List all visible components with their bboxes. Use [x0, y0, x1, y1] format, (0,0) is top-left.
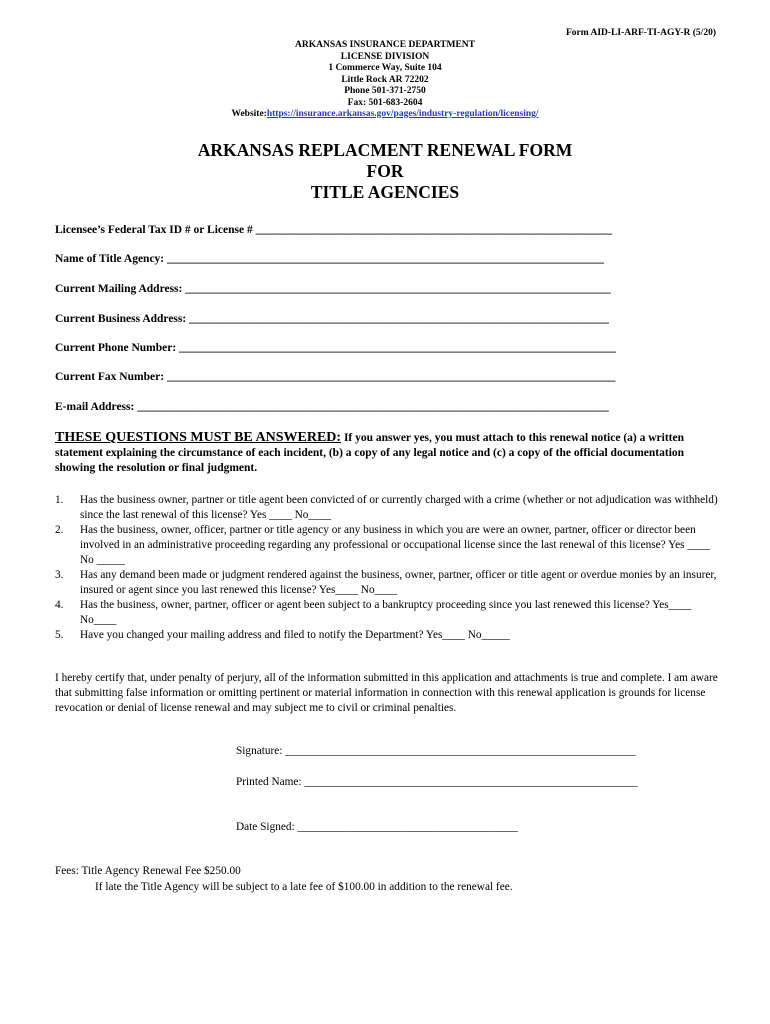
form-title	[0, 140, 770, 203]
address-line-2: Little Rock AR 72202	[341, 74, 429, 85]
title-line-2: FOR	[366, 161, 404, 181]
fees-section	[55, 864, 513, 895]
title-line-1: ARKANSAS REPLACMENT RENEWAL FORM	[197, 140, 573, 160]
questions-header	[55, 430, 715, 476]
question-number: 2.	[55, 524, 64, 536]
email-address-field[interactable]: E-mail Address: __________________________________________________________________________________	[55, 401, 609, 413]
question-2	[55, 523, 735, 568]
title-line-3: TITLE AGENCIES	[310, 182, 460, 202]
question-number: 5.	[55, 629, 64, 641]
signature-field[interactable]: Signature: ______________________________________________________________	[236, 745, 636, 757]
address-line-1: 1 Commerce Way, Suite 104	[328, 63, 442, 73]
date-signed-field[interactable]: Date Signed: _______________________________________	[236, 821, 518, 833]
fax-line: Fax: 501-683-2604	[347, 97, 423, 108]
questions-heading: THESE QUESTIONS MUST BE ANSWERED:	[55, 430, 342, 445]
phone-line: Phone 501-371-2750	[344, 86, 426, 96]
department-name: ARKANSAS INSURANCE DEPARTMENT	[294, 40, 475, 50]
question-text: Has the business, owner, partner, officer or agent been subject to a bankruptcy proceeding since you last renewed this license? Yes____ No____	[80, 599, 692, 626]
business-address-field[interactable]: Current Business Address: _________________________________________________________________________	[55, 313, 609, 325]
question-5	[55, 628, 735, 643]
website-link[interactable]: https://insurance.arkansas.gov/pages/industry-regulation/licensing/	[266, 109, 539, 119]
mailing-address-field[interactable]: Current Mailing Address: __________________________________________________________________________	[55, 283, 611, 295]
fax-number-field[interactable]: Current Fax Number: ______________________________________________________________________________	[55, 371, 616, 383]
question-1	[55, 493, 735, 523]
certification-statement: I hereby certify that, under penalty of perjury, all of the information submitted in this application and attachments is true and complete. I am aware that submitting false information or omitting pertinent or material information in connection with this renewal application is grounds for license revocation or denial of license renewal and may subject me to civil or criminal penalties.	[55, 672, 718, 714]
printed-name-field[interactable]: Printed Name: ___________________________________________________________	[236, 776, 638, 788]
question-text: Has the business, owner, officer, partner or title agency or any business in which you are were an owner, partner, officer or director been involved in an administrative proceeding regarding any professional or occupational license since the last renewal of this license? Yes ____ No _____	[80, 524, 710, 566]
website-line	[0, 109, 770, 121]
question-3	[55, 568, 735, 598]
tax-id-field[interactable]: Licensee’s Federal Tax ID # or License # ______________________________________________________________	[55, 224, 613, 236]
website-label: Website:	[231, 109, 267, 119]
question-text: Has the business owner, partner or title agent been convicted of or currently charged with a crime (whether or not adjudication was withheld) since the last renewal of this license? Yes ____ No____	[80, 494, 718, 521]
question-number: 4.	[55, 599, 64, 611]
phone-number-field[interactable]: Current Phone Number: ____________________________________________________________________________	[55, 342, 617, 354]
question-text: Have you changed your mailing address and filed to notify the Department? Yes____ No_____	[80, 629, 510, 641]
questions-instructions: If you answer yes, you must attach to this renewal notice (a) a written statement explaining the circumstance of each incident, (b) a copy of any legal notice and (c) a copy of the official documentation showing the resolution or final judgment.	[55, 432, 685, 474]
question-number: 3.	[55, 569, 64, 581]
department-header	[0, 40, 770, 121]
question-number: 1.	[55, 494, 64, 506]
fees-line-1: Fees: Title Agency Renewal Fee $250.00	[55, 865, 241, 877]
question-4	[55, 598, 735, 628]
fees-line-2: If late the Title Agency will be subject to a late fee of $100.00 in addition to the renewal fee.	[95, 880, 513, 893]
form-number: Form AID-LI-ARF-TI-AGY-R (5/20)	[565, 28, 716, 38]
question-text: Has any demand been made or judgment rendered against the business, owner, partner, officer or title agent or overdue monies by an insurer, insured or agent since you last renewed this license? Yes____ No____	[80, 569, 717, 596]
agency-name-field[interactable]: Name of Title Agency: ____________________________________________________________________________	[55, 253, 605, 265]
division-name: LICENSE DIVISION	[340, 51, 430, 62]
